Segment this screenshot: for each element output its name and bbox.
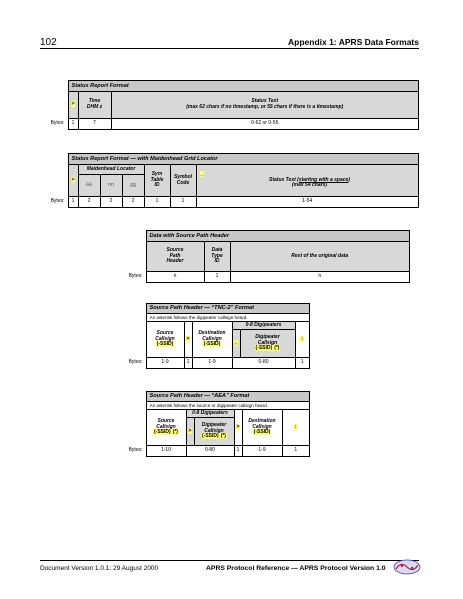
source-callsign-col: Source Callsign (-SSID) (*) [146,410,186,446]
status-symbol: > [71,176,75,183]
colon-symbol: : [294,423,297,430]
symbol-code-header: Symbol Code [170,165,196,197]
source-callsign-col: Source Callsign (-SSID) [146,322,184,358]
table-subtitle: An asterisk follows the source or digipeater callsign heard. [146,402,310,410]
document-title: APRS Protocol Reference — APRS Protocol Version 1.0 [206,565,386,572]
document-version: Document Version 1.0.1: 29 August 2000 [40,565,159,572]
aprs-logo-icon [393,559,421,575]
table-title: Status Report Format — with Maidenhead Grid Locator [68,154,419,165]
grid-gg: GG [85,181,92,188]
status-maidenhead-format-table [40,153,419,208]
rest-of-data-col: Rest of the original data [230,242,410,272]
byte-count: 1 [144,197,170,208]
source-path-header-col: Source Path Header [146,242,204,272]
byte-count: 1 [295,358,310,369]
status-text-header: Status Text (max 62 chars if no timestamp, or 55 chars if there is a timestamp) [111,92,419,119]
table-title: Source Path Header — “AEA” Format [146,392,310,402]
digipeaters-label: 0-8 Digipeaters [186,410,234,418]
byte-count: 1-9 [146,358,184,369]
byte-count: 2 [100,197,122,208]
byte-count: 1 [234,446,242,457]
symbol-table-id-header: Sym Table ID [144,165,170,197]
status-report-format-table [40,80,419,130]
byte-count: 1-9 [192,358,232,369]
byte-count: 0-80 [186,446,234,457]
byte-count: 7 [78,119,111,130]
page-header-title: Appendix 1: APRS Data Formats [288,37,419,47]
digipeater-callsign-col: Digipeater Callsign (-SSID) (*) [194,418,234,446]
footer-rule [40,560,419,561]
status-text-header: _ Status Text (starting with a space) (max 54 chars) [196,165,419,197]
gt-symbol: > [236,423,240,430]
grid-nn: nn [107,181,114,188]
destination-callsign-col: Destination Callsign (-SSID) [192,322,232,358]
table-title: Status Report Format [68,81,419,92]
destination-callsign-col: Destination Callsign (-SSID) [242,410,282,446]
bytes-label: Bytes: [128,447,143,454]
grid-gg-lower: gg [129,181,136,188]
page-number: 102 [40,37,57,48]
byte-count: 0-62 or 0-55 [111,119,419,130]
byte-count: 1-54 [196,197,419,208]
byte-count: 2 [122,197,144,208]
byte-count: 1 [170,197,196,208]
header-rule [40,48,419,49]
comma-symbol: , [235,339,237,346]
byte-count: 1 [68,197,78,208]
space-symbol: _ [200,170,204,177]
table-title: Data with Source Path Header [146,231,410,242]
aea-format-table [110,391,310,457]
digipeaters-label: 0-8 Digipeaters [232,322,295,330]
byte-count: 0-80 [232,358,295,369]
source-path-header-table [110,230,410,283]
byte-count: 1-9 [242,446,282,457]
gt-symbol: > [186,335,190,342]
table-title: Source Path Header — “TNC-2” Format [146,304,310,314]
byte-count: 1 [204,272,230,283]
table-subtitle: An asterisk follows the digipeater callsign heard. [146,314,310,322]
byte-count: 1 [68,119,78,130]
byte-count: n [230,272,410,283]
digipeater-callsign-col: Digipeater Callsign (-SSID) (*) [240,330,295,358]
byte-count: 1 [282,446,310,457]
tnc2-format-table [110,303,310,369]
bytes-label: Bytes: [128,273,143,280]
bytes-label: Bytes: [50,198,65,205]
status-symbol: > [71,101,75,108]
byte-count: 2 [78,197,100,208]
byte-count: 1-10 [146,446,186,457]
colon-symbol: : [301,335,304,342]
time-header: Time DHM z [78,92,111,119]
data-type-id-col: Data Type ID [204,242,230,272]
gt-symbol: > [188,427,192,434]
byte-count: n [146,272,204,283]
byte-count: 1 [184,358,192,369]
maidenhead-label: Maidenhead Locator [78,165,144,175]
bytes-label: Bytes: [128,359,143,366]
bytes-label: Bytes: [50,120,65,127]
